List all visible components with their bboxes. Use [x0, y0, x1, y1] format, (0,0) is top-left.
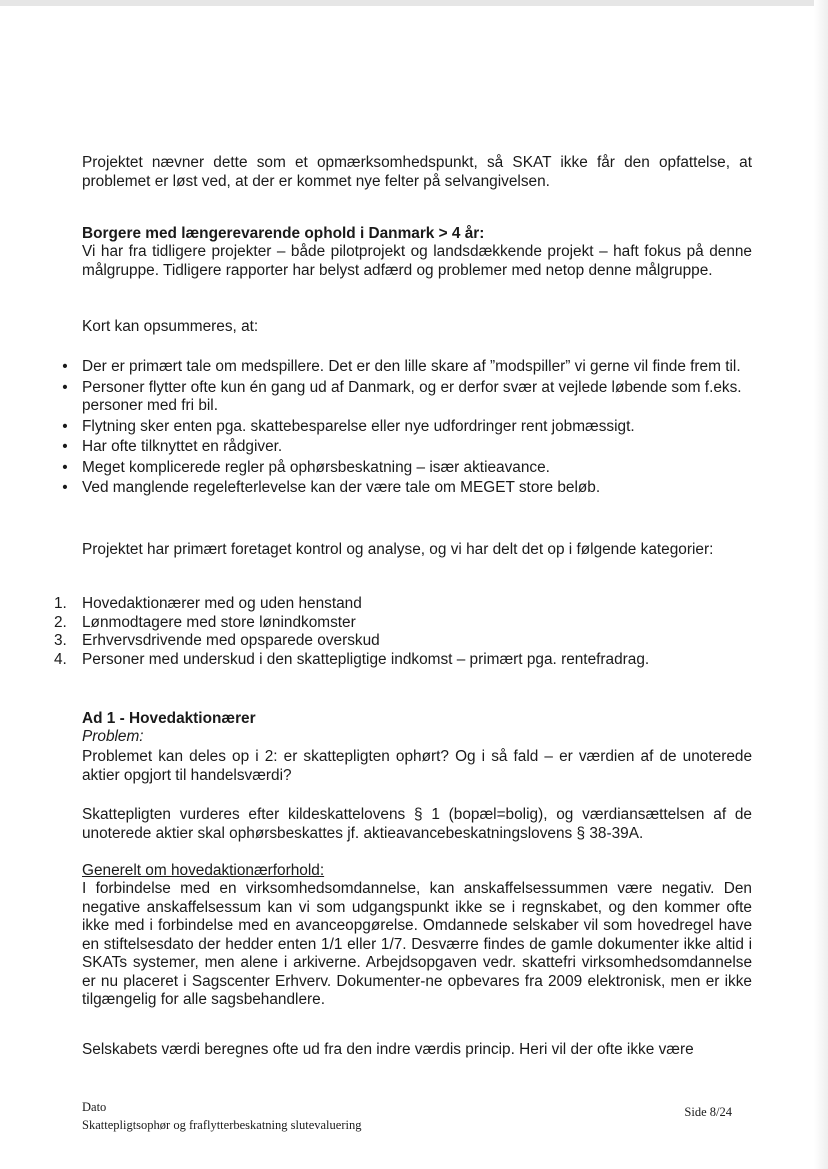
value-paragraph: Selskabets værdi beregnes ofte ud fra den indre værdis princip. Heri vil der ofte ikke være — [82, 1041, 694, 1058]
footer-page-number: Side 8/24 — [684, 1105, 732, 1119]
bullet-text: Der er primært tale om medspillere. Det er den lille skare af ”modspiller” vi gerne vil finde frem til. — [82, 358, 741, 375]
bullet-text: Personer flytter ofte kun én gang ud af Danmark, og er derfor svær at vejlede løbende som f.eks. personer med fri bil. — [82, 378, 742, 414]
list-item — [0, 595, 752, 614]
list-item — [0, 459, 752, 478]
category-text: Personer med underskud i den skattepligtige indkomst – primært pga. rentefradrag. — [82, 650, 650, 668]
list-number: 3. — [54, 632, 67, 649]
list-number: 4. — [54, 650, 67, 668]
section-paragraph-long-stay: Vi har fra tidligere projekter – både pilotprojekt og landsdækkende projekt – haft fokus på denne målgruppe. Tidligere rapporter har belyst adfærd og problemer med netop denne målgruppe. — [82, 243, 752, 279]
categories-intro: Projektet har primært foretaget kontrol og analyse, og vi har delt det op i følgende kategorier: — [82, 541, 714, 558]
bullet-icon: • — [62, 358, 68, 375]
bullet-icon: • — [62, 438, 68, 455]
section-heading-long-stay: Borgere med længerevarende ophold i Danmark > 4 år: — [82, 225, 485, 242]
bullet-text: Meget komplicerede regler på ophørsbeskatning – især aktieavance. — [82, 458, 550, 476]
general-paragraph: I forbindelse med en virksomhedsomdannelse, kan anskaffelsessummen være negativ. Den negative anskaffelsessum kan vi som udgangspunkt ikke se i regnskabet, og den kommer ofte ikke med i forbindelse med en avanceopgørelse. Omdannede selskaber vil som hovedregel have en stiftelsesdato der hedder enten 1/1 eller 1/7. Desværre findes de gamle dokumenter ikke altid i SKATs systemer, men alene i arkiverne. Arbejdsopgaven vedr. skattefri virksomhedsomdannelse er nu placeret i Sagscenter Erhverv. Dokumenter-ne opbevares fra 2009 elektronisk, men er ikke tilgængelig for alle sagsbehandlere. — [82, 880, 752, 1008]
list-item — [0, 614, 752, 633]
bullet-text: Flytning sker enten pga. skattebesparelse eller nye udfordringer rent jobmæssigt. — [82, 417, 635, 435]
summary-bullet-list — [0, 358, 760, 500]
bullet-icon: • — [62, 479, 68, 496]
bullet-icon: • — [62, 458, 68, 476]
bullet-text: Har ofte tilknyttet en rådgiver. — [82, 438, 283, 455]
list-item — [0, 438, 752, 457]
list-item — [0, 651, 752, 670]
bullet-icon: • — [62, 417, 68, 435]
problem-text: Problemet kan deles op i 2: er skattepligten ophørt? Og i så fald – er værdien af de unoterede aktier opgjort til handelsværdi? — [82, 748, 752, 784]
bullet-text: Ved manglende regelefterlevelse kan der være tale om MEGET store beløb. — [82, 479, 601, 496]
list-item — [0, 479, 752, 498]
summary-intro: Kort kan opsummeres, at: — [82, 318, 259, 335]
list-item — [0, 379, 752, 416]
intro-paragraph: Projektet nævner dette som et opmærksomhedspunkt, så SKAT ikke får den opfattelse, at problemet er løst ved, at der er kommet nye felter på selvangivelsen. — [82, 154, 752, 190]
list-number: 2. — [54, 613, 67, 631]
assessment-paragraph: Skattepligten vurderes efter kildeskattelovens § 1 (bopæl=bolig), og værdiansættelsen af de unoterede aktier skal ophørsbeskattes jf. aktieavancebeskatningslovens § 38-39A. — [82, 806, 752, 842]
category-text: Erhvervsdrivende med opsparede overskud — [82, 632, 380, 649]
list-item — [0, 632, 752, 651]
ad1-heading: Ad 1 - Hovedaktionærer — [82, 710, 256, 727]
list-item — [0, 358, 752, 377]
problem-label: Problem: — [82, 728, 144, 745]
footer-date-label: Dato — [82, 1100, 107, 1114]
list-number: 1. — [54, 595, 67, 612]
list-item — [0, 418, 752, 437]
general-heading: Generelt om hovedaktionærforhold: — [82, 862, 325, 879]
category-text: Hovedaktionærer med og uden henstand — [82, 595, 362, 612]
categories-numbered-list — [0, 595, 760, 669]
footer-document-title: Skattepligtsophør og fraflytterbeskatning slutevaluering — [82, 1118, 362, 1132]
bullet-icon: • — [62, 378, 68, 396]
category-text: Lønmodtagere med store lønindkomster — [82, 613, 356, 631]
